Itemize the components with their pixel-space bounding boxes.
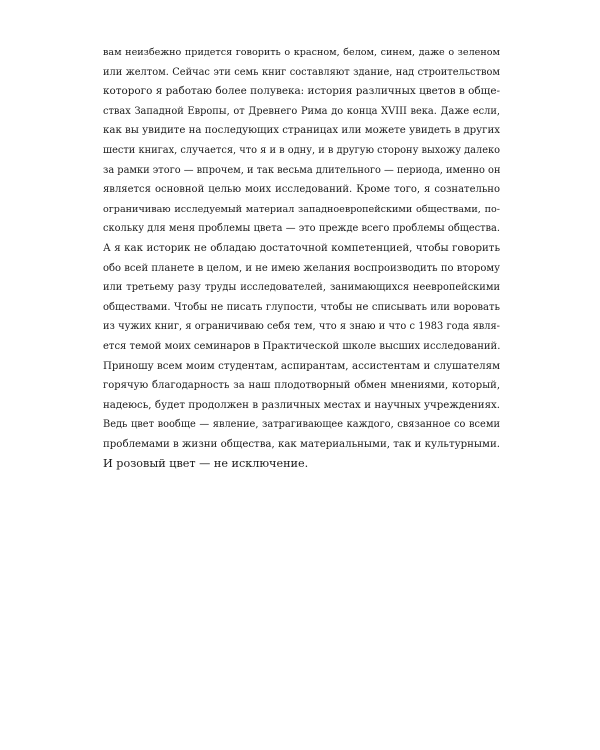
text-line: горячую благодарность за наш плодотворный обмен мнениями, который, xyxy=(103,380,500,392)
text-line: ствах Западной Европы, от Древнего Рима до конца XVIII века. Даже если, xyxy=(103,105,500,117)
text-line: Ведь цвет вообще — явление, затрагивающее каждого, связанное со всеми xyxy=(103,419,500,431)
body-text xyxy=(103,43,500,474)
text-line-last: И розовый цвет — не исключение. xyxy=(103,457,309,471)
text-line: скольку для меня проблемы цвета — это прежде всего проблемы общества. xyxy=(103,223,500,235)
text-line: вам неизбежно придется говорить о красном, белом, синем, даже о зеленом xyxy=(103,47,500,58)
text-line: А я как историк не обладаю достаточной компетенцией, чтобы говорить xyxy=(103,242,500,254)
text-line: является основной целью моих исследований. Кроме того, я сознательно xyxy=(103,184,500,196)
text-line: шести книгах, случается, что я и в одну, и в другую сторону выхожу далеко xyxy=(103,144,500,156)
text-line: ется темой моих семинаров в Практической школе высших исследований. xyxy=(103,340,500,352)
text-line: обо всей планете в целом, и не имею желания воспроизводить по второму xyxy=(103,262,500,274)
text-line: ограничиваю исследуемый материал западноевропейскими обществами, по- xyxy=(103,203,500,215)
text-line: или третьему разу труды исследователей, занимающихся неевропейскими xyxy=(103,282,500,294)
text-line: из чужих книг, я ограничиваю себя тем, что я знаю и что с 1983 года явля- xyxy=(103,321,500,333)
text-line: или желтом. Сейчас эти семь книг составляют здание, над строительством xyxy=(103,66,500,78)
text-line: как вы увидите на последующих страницах или можете увидеть в других xyxy=(103,125,500,137)
text-line: Приношу всем моим студентам, аспирантам, ассистентам и слушателям xyxy=(103,360,500,372)
text-line: проблемами в жизни общества, как материальными, так и культурными. xyxy=(103,438,500,450)
text-line: за рамки этого — впрочем, и так весьма длительного — периода, именно он xyxy=(103,164,500,176)
text-line: надеюсь, будет продолжен в различных местах и научных учреждениях. xyxy=(103,399,500,411)
text-line: обществами. Чтобы не писать глупости, чтобы не списывать или воровать xyxy=(103,301,500,313)
text-line: которого я работаю более полувека: история различных цветов в обще- xyxy=(103,85,500,98)
